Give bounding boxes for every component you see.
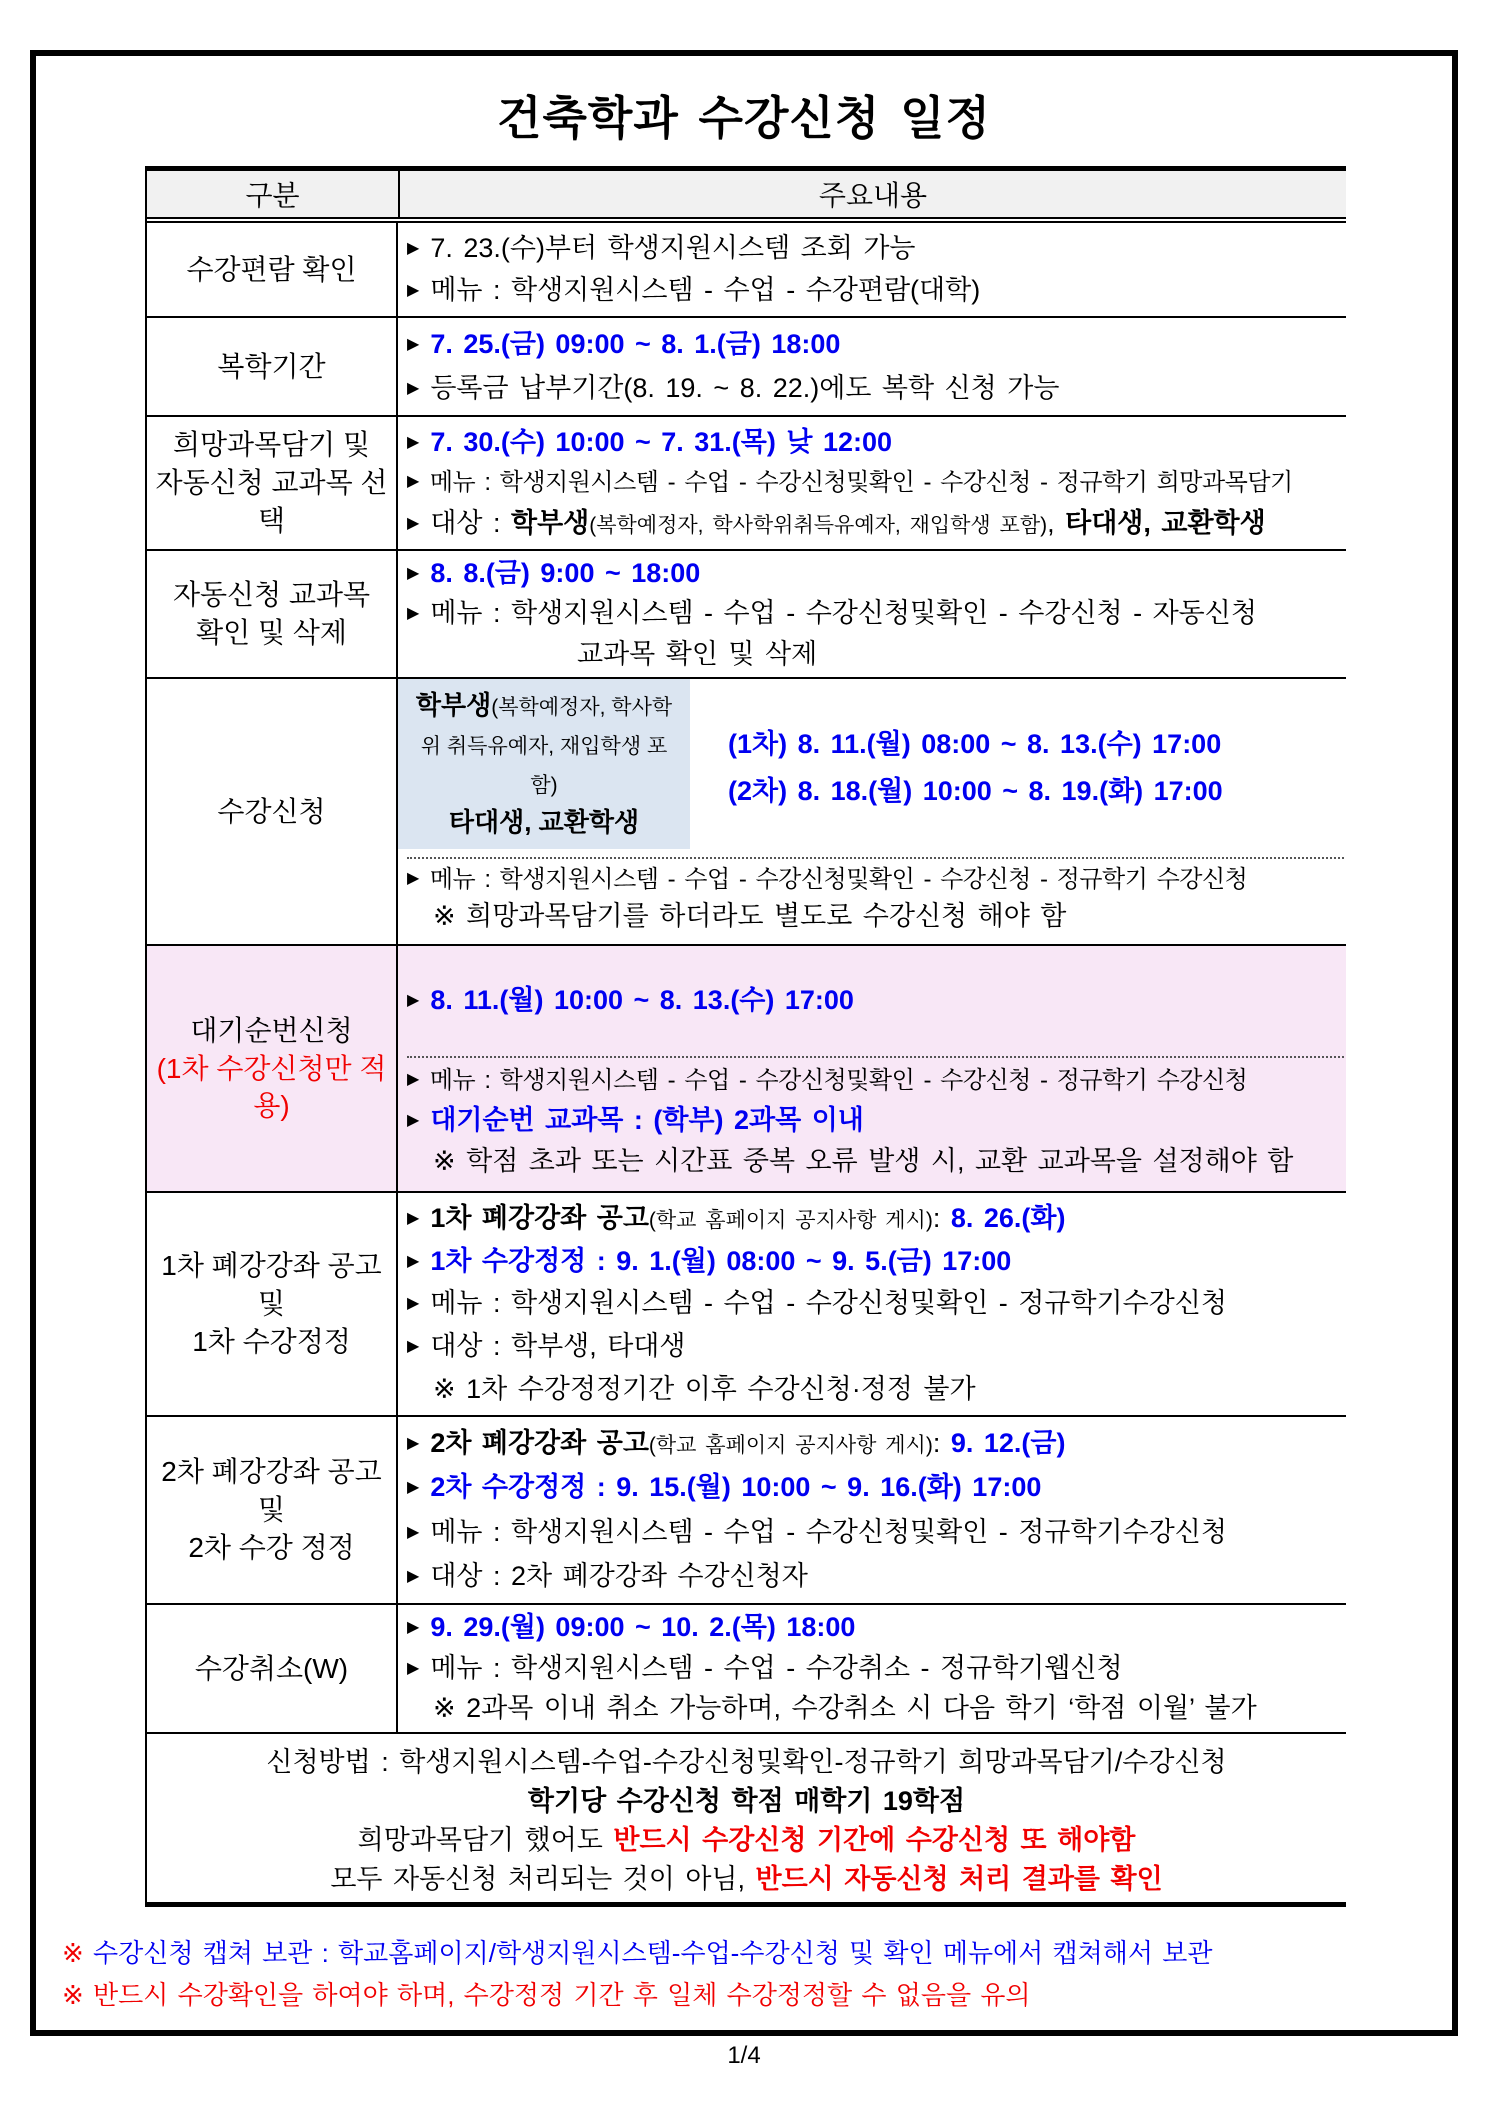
audience-split — [407, 679, 1346, 857]
content-line — [407, 1426, 1346, 1461]
text-segment: 대상 : 2차 폐강강좌 수강신청자 — [430, 1560, 808, 1591]
page-frame — [30, 50, 1458, 2036]
content-line — [407, 506, 1346, 541]
row-content — [398, 1193, 1346, 1415]
row-label — [147, 417, 398, 549]
text-segment: 모두 자동신청 처리되는 것이 아님, — [330, 1864, 756, 1894]
row-label-line: 희망과목담기 및 — [172, 429, 371, 461]
row-label — [147, 1605, 398, 1732]
col-header-content: 주요내용 — [818, 180, 928, 211]
footer-line — [147, 1857, 1346, 1896]
bullet-icon: ▶ — [407, 335, 420, 353]
content-line — [407, 1610, 1346, 1645]
row-section — [407, 679, 1346, 857]
content-line — [407, 231, 1346, 266]
bullet-icon: ▶ — [407, 1619, 420, 1637]
row-label-line: (1차 수강신청만 적용) — [156, 1052, 387, 1122]
content-line — [407, 864, 1346, 895]
content-line — [407, 556, 1346, 591]
text-segment: 메뉴 : 학생지원시스템 - 수업 - 수강신청및확인 - 수강신청 - 정규학기 수강신청 — [429, 1066, 1248, 1094]
text-segment: 9. 29.(월) 09:00 ~ 10. 2.(목) 18:00 — [430, 1612, 856, 1643]
table-footer — [147, 1732, 1346, 1907]
row-content — [398, 1605, 1346, 1732]
bullet-icon: ▶ — [407, 282, 420, 300]
content-line — [407, 1515, 1346, 1550]
bullet-icon: ▶ — [407, 239, 420, 257]
row-label-line: 대기순번신청 — [190, 1014, 353, 1046]
content-line — [407, 1559, 1346, 1594]
row-content — [398, 679, 1346, 944]
row-section — [407, 1417, 1346, 1603]
content-line — [407, 1286, 1346, 1321]
text-segment: 메뉴 : 학생지원시스템 - 수업 - 수강신청및확인 - 정규학기수강신청 — [430, 1288, 1227, 1319]
bullet-icon: ▶ — [407, 1338, 420, 1356]
table-row-daegi-sunbeon-sincheong — [147, 944, 1346, 1191]
text-segment: 9. 12.(금) — [950, 1428, 1066, 1459]
row-content — [398, 946, 1346, 1191]
table-row-pyegang2-sugang-jeongjeong2 — [147, 1415, 1346, 1603]
text-segment: 7. 23.(수)부터 학생지원시스템 조회 가능 — [430, 232, 916, 263]
page-title: 건축학과 수강신청 일정 — [497, 92, 991, 144]
row-section — [407, 1193, 1346, 1415]
table-row-pyegang1-sugang-jeongjeong1 — [147, 1191, 1346, 1415]
text-segment: 8. 8.(금) 9:00 ~ 18:00 — [430, 558, 701, 589]
period-line — [728, 774, 1346, 809]
text-segment: 8. 11.(월) 10:00 ~ 8. 13.(수) 17:00 — [430, 985, 854, 1016]
row-label — [147, 679, 398, 944]
row-content — [398, 551, 1346, 677]
text-segment: 신청방법 : 학생지원시스템-수업-수강신청및확인-정규학기 희망과목담기/수강신청 — [266, 1747, 1227, 1777]
content-line — [407, 371, 1346, 406]
text-segment: 대기순번 교과목 : (학부) 2과목 이내 — [430, 1104, 864, 1135]
row-label — [147, 946, 398, 1191]
row-section — [407, 417, 1346, 549]
text-segment: 반드시 자동신청 처리 결과를 확인 — [755, 1864, 1163, 1894]
text-segment: 교과목 확인 및 삭제 — [577, 638, 818, 669]
row-label-line: 2차 수강 정정 — [188, 1531, 355, 1563]
row-label-line: 1차 수강정정 — [192, 1325, 351, 1357]
col-header-category: 구분 — [147, 171, 400, 217]
bullet-icon: ▶ — [407, 992, 420, 1010]
text-segment: 메뉴 : 학생지원시스템 - 수업 - 수강신청및확인 - 정규학기수강신청 — [430, 1516, 1227, 1547]
text-segment: (2차) 8. 18.(월) 10:00 ~ 8. 19.(화) 17:00 — [728, 776, 1223, 806]
text-segment: 수강신청 캡쳐 보관 : 학교홈페이지/학생지원시스템-수업-수강신청 및 확인 메뉴에서 캡쳐해서 보관 — [93, 1938, 1213, 1968]
content-line — [407, 637, 1346, 672]
text-segment: ※ 희망과목담기를 하더라도 별도로 수강신청 해야 함 — [433, 901, 1067, 932]
text-segment: 희망과목담기 했어도 — [357, 1825, 614, 1855]
text-segment: , — [1047, 508, 1066, 539]
schedule-table — [145, 166, 1346, 1907]
row-section — [407, 1605, 1346, 1732]
row-content — [398, 223, 1346, 316]
audience-head: 학부생 — [415, 690, 492, 720]
text-segment: 메뉴 : 학생지원시스템 - 수업 - 수강편람(대학) — [430, 275, 981, 306]
footnotes — [62, 1933, 1452, 2016]
content-line — [407, 1372, 1346, 1407]
row-content — [398, 1417, 1346, 1603]
row-label — [147, 1193, 398, 1415]
text-segment: 8. 26.(화) — [950, 1202, 1066, 1233]
table-row-sugang-chwiso — [147, 1603, 1346, 1732]
page-number: 1/4 — [727, 2042, 761, 2069]
bullet-icon: ▶ — [407, 869, 419, 887]
footer-line — [147, 1740, 1346, 1779]
text-segment: 1차 폐강강좌 공고 — [430, 1202, 649, 1233]
table-row-sugang-sincheong — [147, 677, 1346, 944]
bullet-icon: ▶ — [407, 473, 419, 491]
row-section — [407, 1058, 1346, 1186]
row-label-line: 복학기간 — [217, 350, 326, 382]
row-section — [407, 946, 1346, 1056]
content-line — [407, 899, 1346, 934]
table-row-sugang-pyeonram-hwakin — [147, 223, 1346, 316]
text-segment: 메뉴 : 학생지원시스템 - 수업 - 수강신청및확인 - 수강신청 - 정규학기 희망과목담기 — [429, 469, 1293, 497]
bullet-icon: ▶ — [407, 1209, 420, 1227]
row-label — [147, 223, 398, 316]
row-label-line: 1차 폐강강좌 공고 — [161, 1250, 382, 1282]
text-segment: : — [932, 1428, 951, 1459]
content-line — [407, 273, 1346, 308]
content-line — [407, 467, 1346, 498]
content-line — [407, 1144, 1346, 1179]
text-segment: 2차 폐강강좌 공고 — [430, 1428, 649, 1459]
content-line — [407, 1065, 1346, 1096]
bullet-icon: ▶ — [407, 605, 420, 623]
text-segment: (복학예정자, 학사학위취득유예자, 재입학생 포함) — [589, 514, 1048, 538]
text-segment: ※ — [62, 1938, 94, 1968]
bullet-icon: ▶ — [407, 1567, 420, 1585]
bullet-icon: ▶ — [407, 1070, 419, 1088]
row-content — [398, 318, 1346, 415]
content-line — [407, 1244, 1346, 1279]
content-line — [407, 1651, 1346, 1686]
text-segment: ※ 2과목 이내 취소 가능하며, 수강취소 시 다음 학기 ‘학점 이월’ 불가 — [433, 1693, 1257, 1724]
audience-box-line — [410, 686, 678, 803]
audience-tail: 타대생, 교환학생 — [448, 807, 640, 837]
table-row-bokhak-gigan — [147, 316, 1346, 415]
row-section — [407, 551, 1346, 677]
text-segment: 메뉴 : 학생지원시스템 - 수업 - 수강신청및확인 - 수강신청 - 자동신청 — [430, 598, 1257, 629]
text-segment: 2차 수강정정 : 9. 15.(월) 10:00 ~ 9. 16.(화) 17:00 — [430, 1472, 1042, 1503]
footer-line — [147, 1818, 1346, 1857]
content-line — [407, 1691, 1346, 1726]
text-segment: (학교 홈페이지 공지사항 게시) — [648, 1434, 933, 1458]
row-label-line: 수강편람 확인 — [186, 253, 357, 285]
text-segment: 7. 25.(금) 09:00 ~ 8. 1.(금) 18:00 — [430, 328, 841, 359]
row-label — [147, 1417, 398, 1603]
content-line — [407, 1329, 1346, 1364]
bullet-icon: ▶ — [407, 1435, 420, 1453]
table-row-huimang-damgi — [147, 415, 1346, 549]
bullet-icon: ▶ — [407, 515, 420, 533]
bullet-icon: ▶ — [407, 565, 420, 583]
row-label-line: 자동신청 교과목 선택 — [155, 467, 388, 536]
row-label — [147, 318, 398, 415]
table-body — [147, 223, 1346, 1732]
content-line — [407, 1470, 1346, 1505]
row-label-line: 수강취소(W) — [194, 1652, 349, 1684]
footnote-line — [62, 1933, 1452, 1975]
row-label-line: 및 — [257, 1288, 286, 1320]
row-section — [407, 318, 1346, 415]
text-segment: 등록금 납부기간(8. 19. ~ 8. 22.)에도 복학 신청 가능 — [430, 372, 1060, 403]
audience-paren: (복학예정자, 학사학위 취득유예자, 재입학생 포함) — [420, 696, 673, 797]
table-row-jadong-hwakin-sakje — [147, 549, 1346, 677]
bullet-icon: ▶ — [407, 433, 420, 451]
bullet-icon: ▶ — [407, 1252, 420, 1270]
bullet-icon: ▶ — [407, 1659, 420, 1677]
content-line — [407, 596, 1346, 631]
bullet-icon: ▶ — [407, 1479, 420, 1497]
text-segment: : — [932, 1202, 951, 1233]
row-label-line: 및 — [257, 1494, 286, 1526]
row-section — [407, 223, 1346, 316]
row-label-line: 확인 및 삭제 — [196, 617, 347, 648]
content-line — [407, 425, 1346, 460]
registration-periods — [690, 679, 1346, 857]
content-line — [407, 983, 1346, 1018]
text-segment: ※ 반드시 수강확인을 하여야 하며, 수강정정 기간 후 일체 수강정정할 수 없음을 유의 — [62, 1979, 1031, 2010]
text-segment: 학기당 수강신청 학점 매학기 19학점 — [527, 1786, 966, 1816]
text-segment: ※ 학점 초과 또는 시간표 중복 오류 발생 시, 교환 교과목을 설정해야 함 — [433, 1146, 1294, 1177]
bullet-icon: ▶ — [407, 379, 420, 397]
text-segment: 1차 수강정정 : 9. 1.(월) 08:00 ~ 9. 5.(금) 17:00 — [430, 1245, 1012, 1276]
row-label-line: 자동신청 교과목 — [172, 579, 371, 611]
text-segment: (1차) 8. 11.(월) 08:00 ~ 8. 13.(수) 17:00 — [728, 728, 1222, 759]
text-segment: 학부생 — [510, 508, 590, 539]
text-segment: 메뉴 : 학생지원시스템 - 수업 - 수강취소 - 정규학기웹신청 — [430, 1652, 1123, 1683]
row-label-line: 수강신청 — [217, 795, 326, 827]
text-segment: 대상 : 학부생, 타대생 — [430, 1331, 686, 1362]
bullet-icon: ▶ — [407, 1111, 420, 1129]
content-line — [407, 1103, 1346, 1138]
bullet-icon: ▶ — [407, 1295, 420, 1313]
row-section — [407, 859, 1346, 939]
table-header-row — [147, 166, 1346, 217]
audience-box — [398, 679, 690, 849]
text-segment: 7. 30.(수) 10:00 ~ 7. 31.(목) 낮 12:00 — [430, 426, 893, 457]
row-label — [147, 551, 398, 677]
footnote-line — [62, 1975, 1452, 2017]
footer-line — [147, 1779, 1346, 1818]
text-segment: 메뉴 : 학생지원시스템 - 수업 - 수강신청및확인 - 수강신청 - 정규학기 수강신청 — [429, 865, 1248, 893]
text-segment: 대상 : — [430, 508, 511, 539]
content-line — [407, 327, 1346, 362]
period-line — [728, 727, 1346, 762]
bullet-icon: ▶ — [407, 1523, 420, 1541]
text-segment: ※ 1차 수강정정기간 이후 수강신청·정정 불가 — [433, 1374, 976, 1405]
text-segment: 반드시 수강신청 기간에 수강신청 또 해야함 — [613, 1825, 1136, 1855]
text-segment: (학교 홈페이지 공지사항 게시) — [648, 1208, 933, 1232]
content-line — [407, 1201, 1346, 1236]
row-label-line: 2차 폐강강좌 공고 — [161, 1456, 382, 1488]
row-content — [398, 417, 1346, 549]
text-segment: 타대생, 교환학생 — [1065, 508, 1266, 539]
